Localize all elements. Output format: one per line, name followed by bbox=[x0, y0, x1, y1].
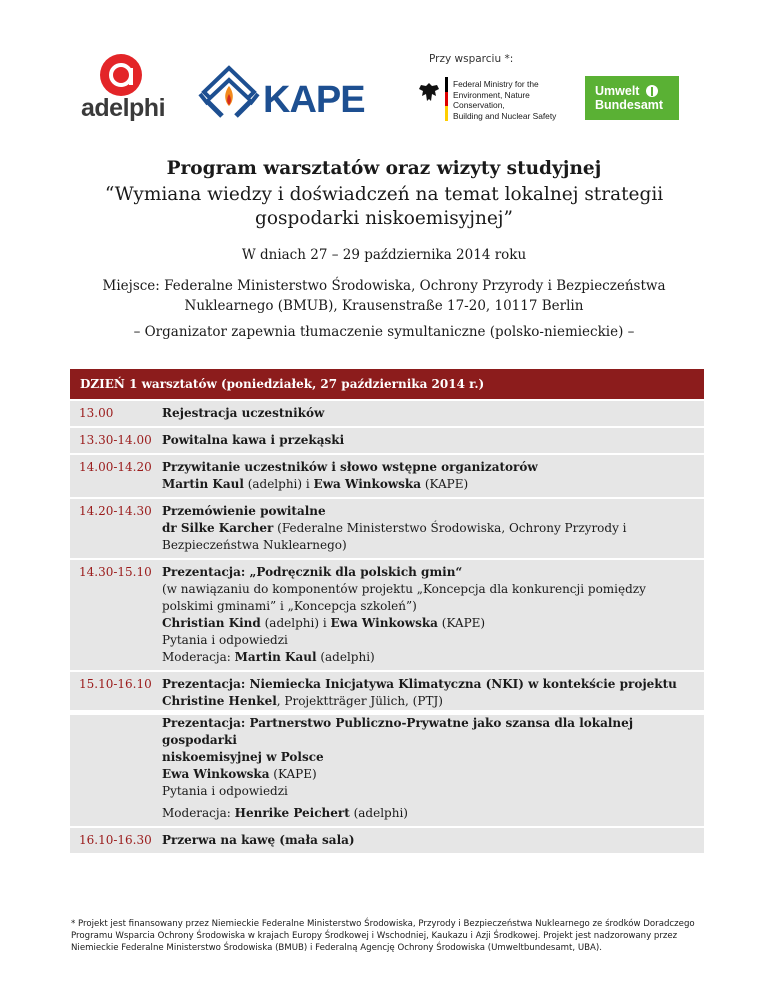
schedule-row bbox=[70, 828, 704, 855]
row-time: 15.10-16.10 bbox=[79, 677, 152, 691]
schedule-row bbox=[70, 401, 704, 428]
bmub-text: Federal Ministry for the Environment, Nature Conservation, Building and Nuclear Safety bbox=[453, 79, 557, 121]
footnote: * Projekt jest finansowany przez Niemieckie Federalne Ministerstwo Środowiska, Przyrody i Bezpieczeństwa Nuklearnego ze środków Doradczego Programu Wsparcia Ochrony Środowiska w krajach Europy Środkowej i Wschodniej, Kaukazu i Azji Środkowej. Projekt jest nadzorowany przez Niemieckie Federalne Ministerstwo Środowiska (BMUB) i Federalną Agencję Ochrony Środowiska (Umweltbundesamt, UBA). bbox=[71, 919, 695, 953]
bmub-logo bbox=[417, 77, 577, 121]
row-content bbox=[162, 499, 704, 558]
row-content bbox=[162, 455, 704, 497]
row-line: Przemówienie powitalne bbox=[162, 504, 326, 518]
translation-note: – Organizator zapewnia tłumaczenie symultaniczne (polsko-niemieckie) – bbox=[133, 324, 635, 340]
schedule-row bbox=[70, 455, 704, 499]
adelphi-mark-icon bbox=[100, 54, 142, 96]
row-line: Rejestracja uczestników bbox=[162, 406, 325, 420]
schedule-row bbox=[70, 499, 704, 560]
row-line: Prezentacja: „Podręcznik dla polskich gmin“ bbox=[162, 565, 463, 579]
row-time: 14.00-14.20 bbox=[79, 460, 152, 474]
row-line: Przywitanie uczestników i słowo wstępne organizatorów bbox=[162, 460, 538, 474]
document-title: Program warsztatów oraz wizyty studyjnej bbox=[166, 158, 602, 179]
row-line: Christine Henkel, Projektträger Jülich, (PTJ) bbox=[162, 694, 443, 708]
row-line: Christian Kind (adelphi) i Ewa Winkowska (KAPE) bbox=[162, 616, 486, 630]
row-line: polskimi gminami” i „Koncepcja szkoleń”) bbox=[162, 599, 417, 613]
row-line: Moderacja: Martin Kaul (adelphi) bbox=[162, 650, 375, 664]
kape-wordmark: KAPE bbox=[263, 79, 365, 121]
row-line: Pytania i odpowiedzi bbox=[162, 784, 288, 798]
row-line: Martin Kaul (adelphi) i Ewa Winkowska (KAPE) bbox=[162, 477, 469, 491]
row-time: 13.00 bbox=[79, 406, 114, 420]
row-time: 13.30-14.00 bbox=[79, 433, 152, 447]
row-line: Ewa Winkowska (KAPE) bbox=[162, 767, 317, 781]
row-content bbox=[162, 828, 704, 853]
row-line: Przerwa na kawę (mała sala) bbox=[162, 833, 355, 847]
row-line: Pytania i odpowiedzi bbox=[162, 633, 288, 647]
row-line: dr Silke Karcher (Federalne Ministerstwo Środowiska, Ochrony Przyrody i bbox=[162, 521, 627, 535]
row-line: Moderacja: Henrike Peichert (adelphi) bbox=[162, 806, 408, 820]
row-line: Prezentacja: Partnerstwo Publiczno-Prywatne jako szansa dla lokalnej gospodarki bbox=[162, 716, 634, 747]
row-time: 14.20-14.30 bbox=[79, 504, 152, 518]
adelphi-logo bbox=[60, 54, 180, 134]
document-subtitle: “Wymiana wiedzy i doświadczeń na temat lokalnej strategii gospodarki niskoemisyjnej” bbox=[104, 184, 664, 229]
row-line: Powitalna kawa i przekąski bbox=[162, 433, 345, 447]
uba-leaf-icon bbox=[646, 85, 658, 97]
adelphi-wordmark: adelphi bbox=[81, 94, 166, 122]
support-label: Przy wsparciu *: bbox=[429, 53, 514, 65]
event-place: Miejsce: Federalne Ministerstwo Środowiska, Ochrony Przyrody i Bezpieczeństwa Nuklearnego (BMUB), Krausenstraße 17-20, 10117 Berlin bbox=[102, 278, 666, 314]
schedule-row bbox=[70, 672, 704, 828]
schedule-row bbox=[70, 428, 704, 455]
event-dates: W dniach 27 – 29 października 2014 roku bbox=[241, 247, 527, 263]
row-content bbox=[162, 401, 704, 426]
schedule-row bbox=[70, 560, 704, 672]
row-time: 14.30-15.10 bbox=[79, 565, 152, 579]
row-content bbox=[162, 560, 704, 670]
uba-logo: Umwelt Bundesamt bbox=[585, 76, 679, 120]
row-line: niskoemisyjnej w Polsce bbox=[162, 750, 324, 764]
row-line: (w nawiązaniu do komponentów projektu „Koncepcja dla konkurencji pomiędzy bbox=[162, 582, 646, 596]
row-line: Prezentacja: Niemiecka Inicjatywa Klimatyczna (NKI) w kontekście projektu bbox=[162, 677, 677, 691]
row-time: 16.10-16.30 bbox=[79, 833, 152, 847]
day-header: DZIEŃ 1 warsztatów (poniedziałek, 27 października 2014 r.) bbox=[70, 369, 704, 399]
row-content bbox=[162, 428, 704, 453]
schedule-table bbox=[70, 401, 704, 855]
row-line: Bezpieczeństwa Nuklearnego) bbox=[162, 538, 347, 552]
kape-logo bbox=[196, 64, 366, 128]
eagle-icon bbox=[417, 81, 441, 103]
row-content bbox=[162, 672, 704, 826]
german-flag-stripe bbox=[445, 77, 448, 121]
kape-mark-icon bbox=[196, 64, 262, 126]
